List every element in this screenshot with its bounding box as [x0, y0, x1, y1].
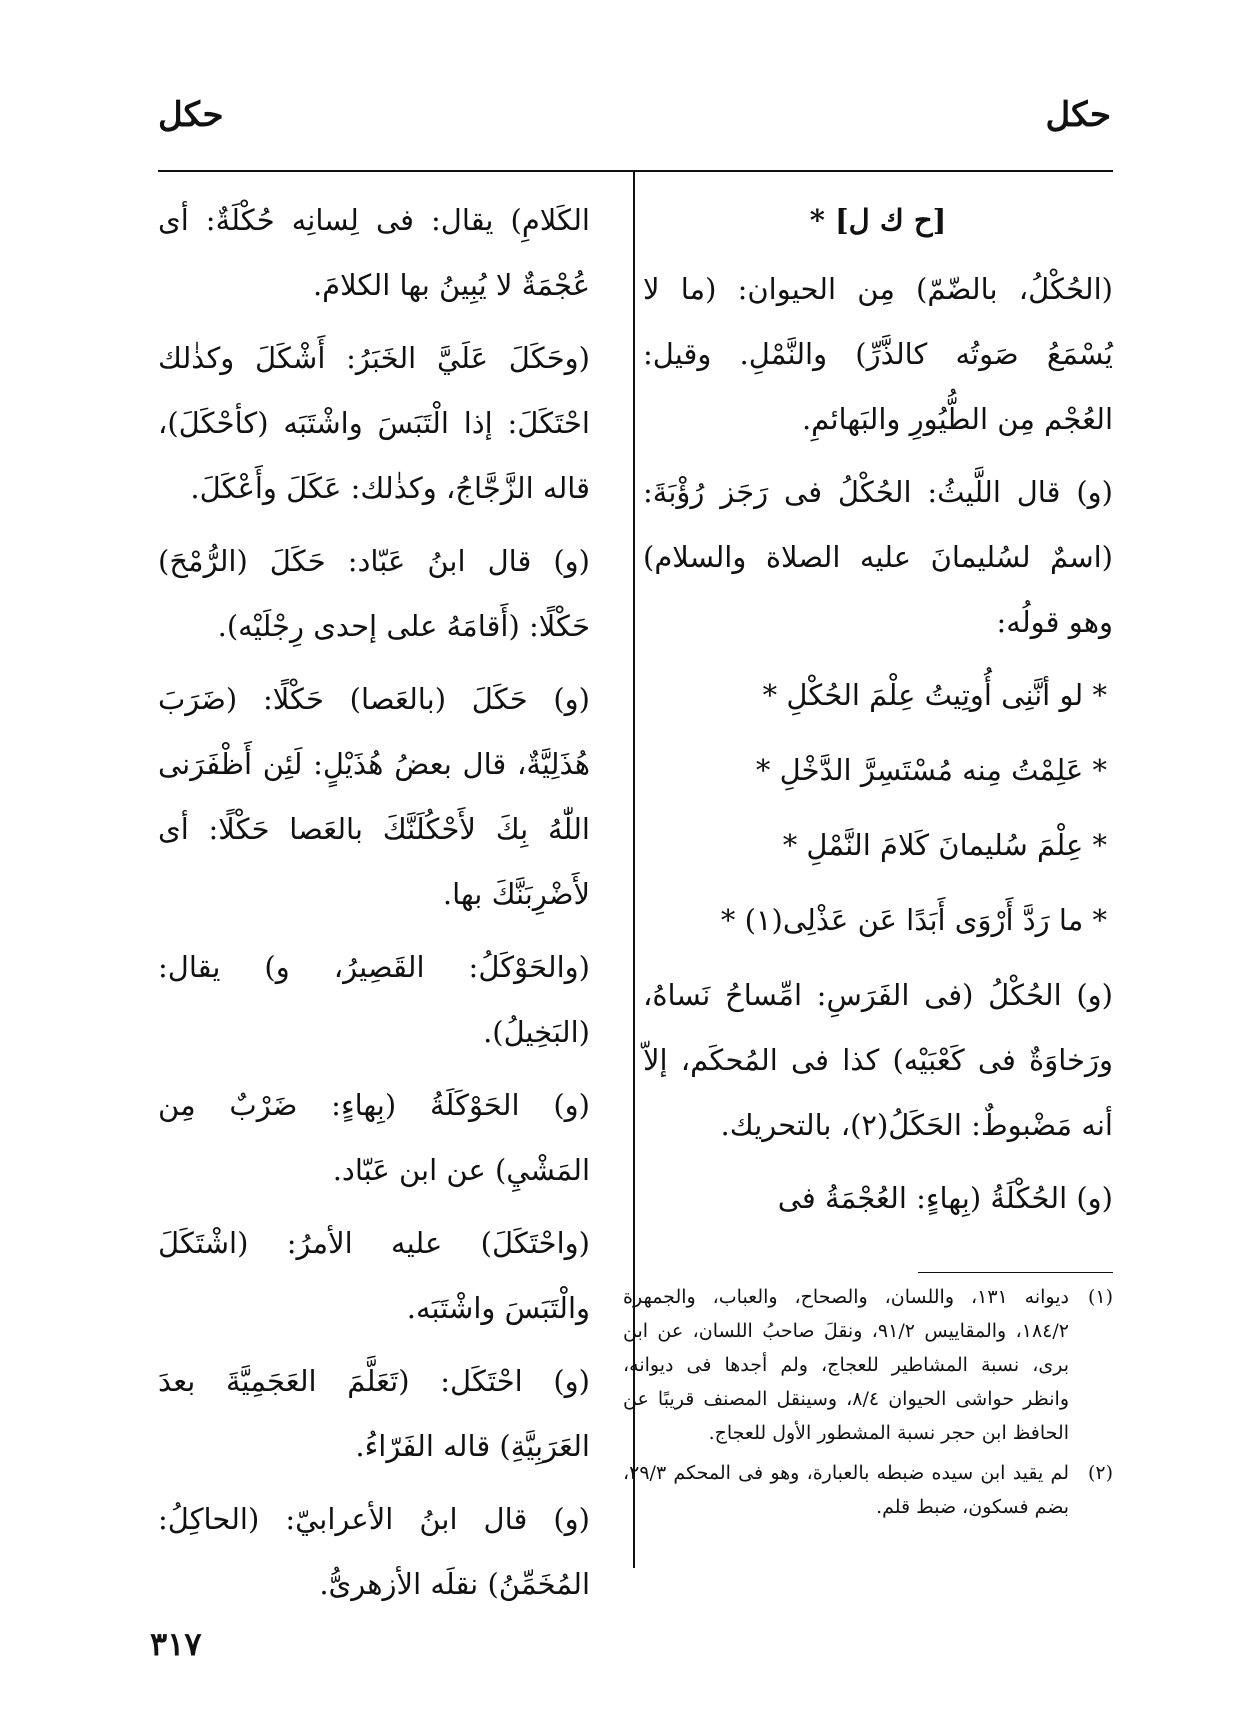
- verse-line: * لو أنَّنِى أُوتِيتُ عِلْمَ الحُكْلِ *: [762, 678, 1107, 712]
- footnote-rule: [918, 1272, 1113, 1273]
- header-rule: [158, 170, 1113, 172]
- paragraph: (و) الحُكْلُ (فى الفَرَسِ: امِّساحُ نَساهُ، ورَخاوَةٌ فى كَعْبَيْه) كذا فى المُحكَم، إلاّ أنه مَضْبوطٌ: الحَكَلُ(٢)، بالتحريك.: [643, 978, 1113, 1142]
- paragraph: (الحُكْلُ، بالضّمّ) مِن الحيوان: (ما لا يُسْمَعُ صَوتُه كالذَّرِّ) والنَّمْلِ. وقيل: العُجْم مِن الطُّيُورِ والبَهائمِ.: [643, 272, 1113, 436]
- running-header-left: حكل: [158, 95, 224, 135]
- verse-line: * عِلْمَ سُليمانَ كَلامَ النَّمْلِ *: [782, 828, 1107, 862]
- footnote: [623, 1280, 1113, 1450]
- verse-line: * عَلِمْتُ مِنه مُسْتَسِرَّ الدَّخْلِ *: [755, 753, 1107, 787]
- paragraph: (واحْتَكَلَ) عليه الأمرُ: (اشْتَكَلَ والْتَبَسَ واشْتَبَه.: [158, 1226, 590, 1325]
- running-header-right: حكل: [1045, 95, 1111, 135]
- footnotes: [623, 1280, 1113, 1530]
- paragraph: (و) حَكَلَ (بالعَصا) حَكْلًا: (ضَرَبَ هُذَلِيَّةٌ، قال بعضُ هُذَيْلٍ: لَئِن أَظْفَرَنى اللّٰهُ بِكَ لأَحْكُلَنَّكَ بالعَصا حَكْلًا: أى لأَضْرِبَنَّكَ بها.: [158, 682, 590, 911]
- verse-line: * ما رَدَّ أَرْوَى أَبَدًا عَن عَذْلِى(١) *: [720, 903, 1107, 937]
- footnote-text: ديوانه ١٣١، واللسان، والصحاح، والعباب، والجمهرة ١٨٤/٢، والمقاييس ٩١/٢، ونقلَ صاحبُ اللسان، عن ابن برى، نسبة المشاطير للعجاج، ولم أجدها فى ديوانه، وانظر حواشى الحيوان ٨/٤، وسينقل المصنف قريبًا عن الحافظ ابن حجر نسبة المشطور الأول للعجاج.: [623, 1286, 1070, 1444]
- paragraph: (و) قال اللَّيثُ: الحُكْلُ فى رَجَز رُؤْبَةَ: (اسمٌ لسُليمانَ عليه الصلاة والسلام) وهو قولُه:: [643, 475, 1113, 639]
- paragraph: (و) قال ابنُ الأعرابيّ: (الحاكِلُ: المُخَمِّنُ) نقلَه الأزهرىُّ.: [158, 1502, 590, 1601]
- paragraph: (والحَوْكَلُ: القَصِيرُ، و) يقال: (البَخِيلُ).: [158, 950, 590, 1049]
- footnote-number: (١): [1087, 1286, 1113, 1308]
- paragraph: (وحَكَلَ عَلَيَّ الخَبَرُ: أَشْكَلَ وكذٰلك احْتَكَلَ: إذا الْتَبَسَ واشْتَبَه (كأحْكَلَ)، قاله الزَّجَّاجُ، وكذٰلك: عَكَلَ وأَعْكَلَ.: [158, 341, 590, 505]
- paragraph: (و) الحُكْلَةُ (بِهاءٍ: العُجْمَةُ فى: [777, 1181, 1113, 1215]
- footnote: [623, 1456, 1113, 1524]
- paragraph: (و) احْتَكَل: (تَعَلَّمَ العَجَمِيَّةَ بعدَ العَرَبِيَّةِ) قاله الفَرّاءُ.: [158, 1364, 590, 1463]
- footnote-number: (٢): [1087, 1462, 1113, 1484]
- paragraph: (و) قال ابنُ عَبّاد: حَكَلَ (الرُّمْحَ) حَكْلًا: (أَقامَهُ على إحدى رِجْلَيْه).: [158, 544, 590, 643]
- entry-title: [ح ك ل] *: [809, 203, 947, 237]
- right-column: [643, 188, 1113, 1239]
- footnote-text: لم يقيد ابن سيده ضبطه بالعبارة، وهو فى المحكم ٢٩/٣، بضم فسكون، ضبط قلم.: [623, 1462, 1069, 1518]
- left-column: [158, 188, 590, 1625]
- paragraph: الكَلامِ) يقال: فى لِسانِه حُكْلَةٌ: أى عُجْمَةٌ لا يُبِينُ بها الكلامَ.: [158, 203, 590, 302]
- page-number: ٣١٧: [150, 1625, 202, 1663]
- paragraph: (و) الحَوْكَلَةُ (بِهاءٍ: ضَرْبٌ مِن المَشْيِ) عن ابن عَبّاد.: [158, 1088, 590, 1187]
